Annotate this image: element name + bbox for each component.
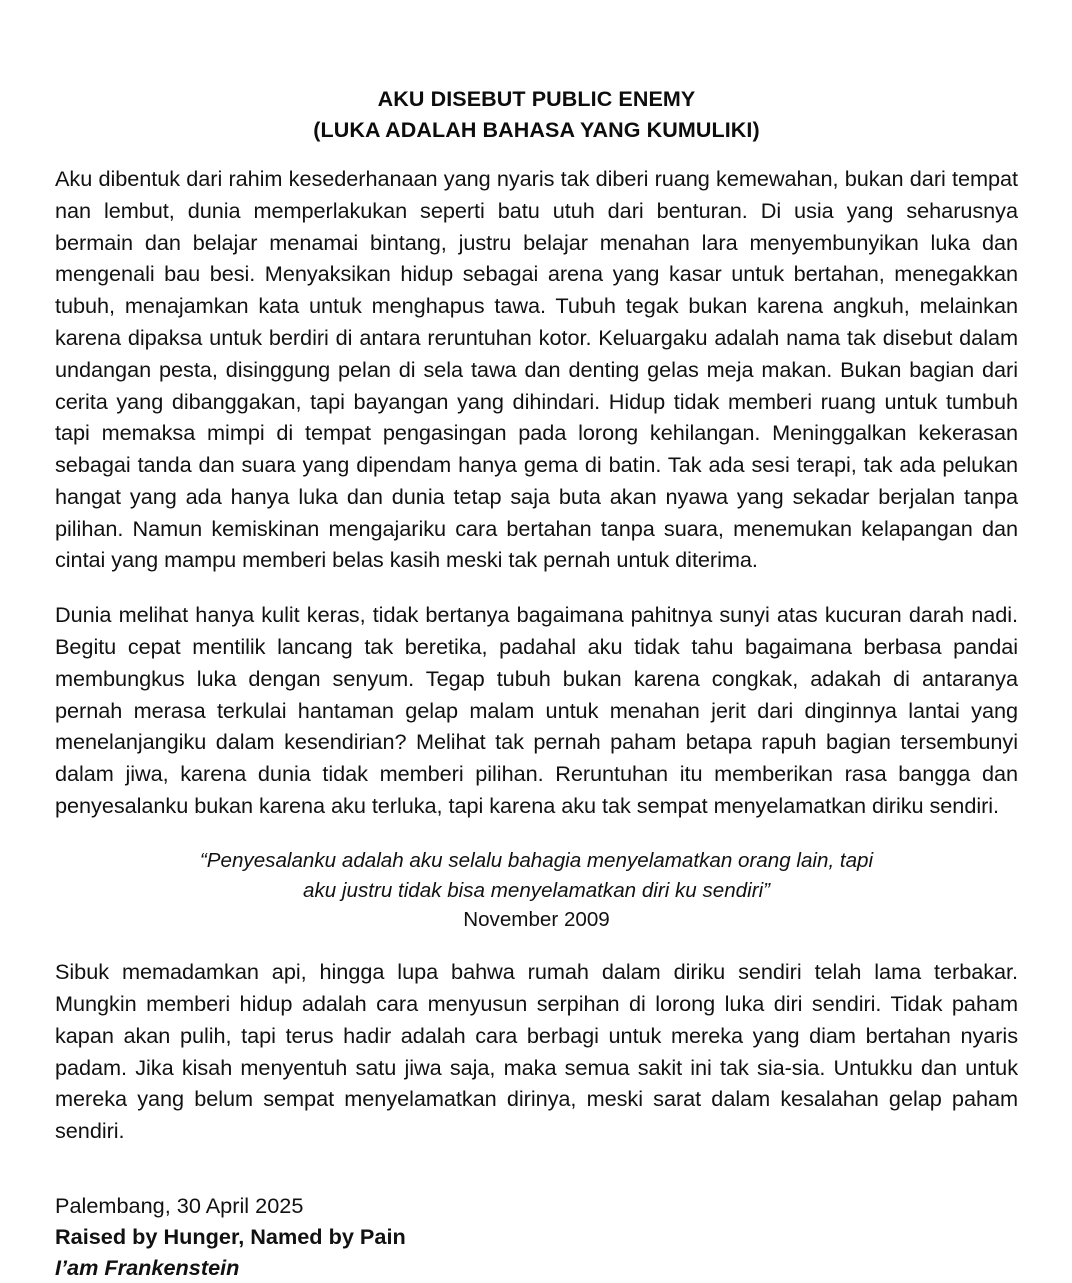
title-line-subtitle: (LUKA ADALAH BAHASA YANG KUMULIKI) — [313, 117, 760, 142]
title-line-main: AKU DISEBUT PUBLIC ENEMY — [377, 87, 696, 111]
paragraph-one: Aku dibentuk dari rahim kesederhanaan yang nyaris tak diberi ruang kemewahan, bukan dari tempat nan lembut, dunia memperlakukan seperti batu utuh dari benturan. Di usia yang seharusnya bermain dan belajar menamai bintang, justru belajar menahan lara menyembunyikan luka dan mengenali bau besi. Menyaksikan hidup sebagai arena yang kasar untuk bertahan, menegakkan tubuh, menajamkan kata untuk menghapus tawa. Tubuh tegak bukan karena angkuh, melainkan karena dipaksa untuk berdiri di antara reruntuhan kotor. Keluargaku adalah nama tak disebut dalam undangan pesta, disinggung pelan di sela tawa dan denting gelas meja makan. Bukan bagian dari cerita yang dibanggakan, tapi bayangan yang dihindari. Hidup tidak memberi ruang untuk tumbuh tapi memaksa mimpi di tempat pengasingan pada lorong kehilangan. Meninggalkan kekerasan sebagai tanda dan suara yang dipendam hanya gema di batin. Tak ada sesi terapi, tak ada pelukan hangat yang ada hanya luka dan dunia tetap saja buta akan nyawa yang sekadar berjalan tanpa pilihan. Namun kemiskinan mengajariku cara bertahan tanpa suara, menemukan kelapangan dan cintai yang mampu memberi belas kasih meski tak pernah untuk diterima. — [55, 166, 1018, 573]
quote-date: November 2009 — [463, 908, 610, 932]
signature-tagline: Raised by Hunger, Named by Pain — [55, 1223, 406, 1249]
signature-name: I’am Frankenstein — [55, 1254, 240, 1280]
document-content — [55, 0, 1018, 1283]
quote-line-one: “Penyesalanku adalah aku selalu bahagia menyelamatkan orang lain, tapi — [199, 848, 874, 872]
paragraph-two: Dunia melihat hanya kulit keras, tidak bertanya bagaimana pahitnya sunyi atas kucuran darah nadi. Begitu cepat mentilik lancang tak beretika, padahal aku tidak tahu bagaimana berbasa pandai membungkus luka dengan senyum. Tegap tubuh bukan karena congkak, adakah di antaranya pernah merasa terkulai hantaman gelap malam untuk menahan jerit dari dinginnya lantai yang menelanjangiku dalam kesendirian? Melihat tak pernah paham betapa rapuh bagian tersembunyi dalam jiwa, karena dunia tidak memberi pilihan. Reruntuhan itu memberikan rasa bangga dan penyesalanku bukan karena aku terluka, tapi karena aku tak sempat menyelamatkan diriku sendiri. — [55, 602, 1018, 818]
signature-place-date: Palembang, 30 April 2025 — [55, 1192, 304, 1218]
pull-quote — [55, 846, 1018, 936]
document-title — [55, 84, 1018, 145]
quote-line-two: aku justru tidak bisa menyelamatkan diri ku sendiri” — [303, 878, 770, 902]
paragraph-three: Sibuk memadamkan api, hingga lupa bahwa rumah dalam diriku sendiri telah lama terbakar. Mungkin memberi hidup adalah cara menyusun serpihan di lorong luka diri sendiri. Tidak paham kapan akan pulih, tapi terus hadir adalah cara berbagi untuk mereka yang diam bertahan nyaris padam. Jika kisah menyentuh satu jiwa saja, maka semua sakit ini tak sia-sia. Untukku dan untuk mereka yang belum sempat menyelamatkan dirinya, meski sarat dalam kesalahan gelap paham sendiri. — [55, 959, 1018, 1144]
signature-block — [55, 1191, 1018, 1283]
